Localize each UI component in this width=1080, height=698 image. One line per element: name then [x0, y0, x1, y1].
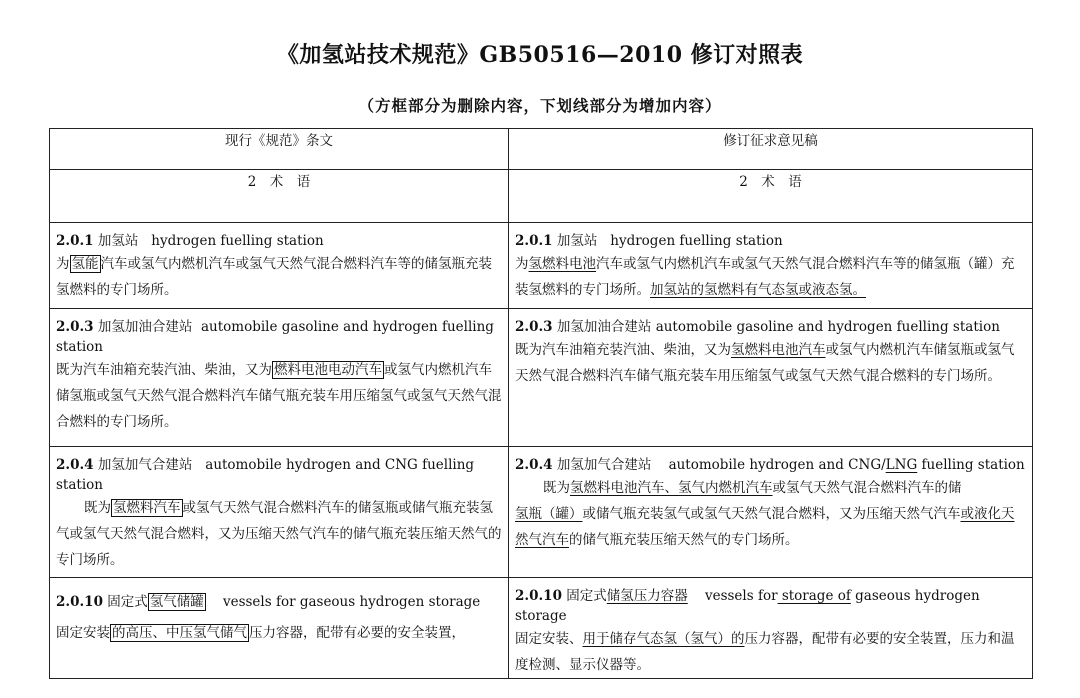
added-text: 氢燃料电池: [528, 256, 596, 272]
clause-body: 固定安装、用于储存气态氢（氢气）的压力容器，配带有必要的安全装置，压力和温度检测、显示仪器等。: [515, 631, 1015, 673]
current-clause-2-0-3: [50, 309, 509, 447]
document-subtitle: （方框部分为删除内容，下划线部分为增加内容）: [358, 96, 722, 115]
added-text: LNG: [885, 457, 918, 473]
clause-heading: 2.0.10 固定式储氢压力容器 vessels for storage of gaseous hydrogen storage: [515, 588, 980, 624]
current-clause-2-0-4: [50, 447, 509, 578]
clause-heading: 2.0.3 加氢加油合建站 automobile gasoline and hydrogen fuelling station: [515, 319, 1000, 335]
clause-heading: 2.0.4 加氢加气合建站 automobile hydrogen and CNG fuelling station: [56, 457, 475, 493]
added-text: 储氢压力容器: [606, 588, 688, 604]
added-text: 加氢站的氢燃料有气态氢或液态氢。: [650, 282, 866, 298]
clause-heading: 2.0.1 加氢站 hydrogen fuelling station: [56, 233, 324, 249]
clause-body: 既为 氢燃料汽车 或氢气天然气混合燃料汽车的储氢瓶或储气瓶充装氢气或氢气天然气混合燃料，又为压缩天然气汽车的储气瓶充装压缩天然气的专门场所。: [56, 500, 502, 568]
clause-heading: 2.0.10 固定式 氢气储罐 vessels for gaseous hydrogen storage: [56, 594, 481, 610]
current-clause-2-0-10: [50, 578, 509, 679]
header-current: 现行《规范》条文: [50, 129, 509, 170]
added-text: storage of: [777, 588, 851, 604]
clause-body: 既为氢燃料电池汽车、氢气内燃机汽车或氢气天然气混合燃料汽车的储氢瓶（罐）或储气瓶充装氢气或氢气天然气混合燃料，又为压缩天然气汽车或液化天然气汽车的储气瓶充装压缩天然气的专门场所。: [515, 480, 1015, 548]
clause-body: 既为汽车油箱充装汽油、柴油，又为氢燃料电池汽车或氢气内燃机汽车储氢瓶或氢气天然气混合燃料汽车储气瓶充装车用压缩氢气或氢气天然气混合燃料的专门场所。: [515, 342, 1015, 384]
table-row: [50, 223, 1033, 309]
section-row: [50, 170, 1033, 223]
section-left: 2 术 语: [50, 170, 509, 223]
clause-body: 固定安装 的高压、中压氢气储气 压力容器，配带有必要的安全装置，: [56, 625, 465, 641]
clause-heading: 2.0.1 加氢站 hydrogen fuelling station: [515, 233, 783, 249]
deleted-text: 氢燃料汽车: [113, 500, 181, 516]
added-text: 氢燃料电池汽车: [731, 342, 826, 358]
current-clause-2-0-1: [50, 223, 509, 309]
comparison-table: [49, 128, 1033, 679]
deleted-text: 氢气储罐: [149, 594, 204, 610]
clause-body: 为 氢能 汽车或氢气内燃机汽车或氢气天然气混合燃料汽车等的储氢瓶充装氢燃料的专门场所。: [56, 256, 492, 298]
table-row: [50, 447, 1033, 578]
deleted-text: 的高压、中压氢气储气: [112, 625, 247, 641]
section-right: 2 术 语: [509, 170, 1033, 223]
table-header-row: [50, 129, 1033, 170]
table-row: [50, 578, 1033, 679]
table-row: [50, 309, 1033, 447]
revised-clause-2-0-3: [509, 309, 1033, 447]
clause-body: 既为汽车油箱充装汽油、柴油，又为 燃料电池电动汽车 或氢气内燃机汽车储氢瓶或氢气天然气混合燃料汽车储气瓶充装车用压缩氢气或氢气天然气混合燃料的专门场所。: [56, 362, 502, 430]
deleted-text: 燃料电池电动汽车: [274, 362, 382, 378]
header-revised: 修订征求意见稿: [509, 129, 1033, 170]
deleted-text: 氢能: [71, 256, 99, 272]
revised-clause-2-0-10: [509, 578, 1033, 679]
added-text: 氢燃料电池汽车、氢气内燃机汽车: [570, 480, 773, 496]
revised-clause-2-0-1: [509, 223, 1033, 309]
added-text: 氢瓶（罐）: [515, 506, 583, 522]
document-title: 《加氢站技术规范》GB50516—2010 修订对照表: [276, 42, 804, 68]
clause-body: 为氢燃料电池汽车或氢气内燃机汽车或氢气天然气混合燃料汽车等的储氢瓶（罐）充装氢燃料的专门场所。加氢站的氢燃料有气态氢或液态氢。: [515, 256, 1015, 298]
added-text: 或液化天然气汽车: [515, 506, 1015, 548]
added-text: 用于储存气态氢（氢气）的: [582, 631, 745, 647]
revised-clause-2-0-4: [509, 447, 1033, 578]
clause-heading: 2.0.4 加氢加气合建站 automobile hydrogen and CNG/LNG fuelling station: [515, 457, 1025, 473]
clause-heading: 2.0.3 加氢加油合建站 automobile gasoline and hydrogen fuelling station: [56, 319, 494, 355]
